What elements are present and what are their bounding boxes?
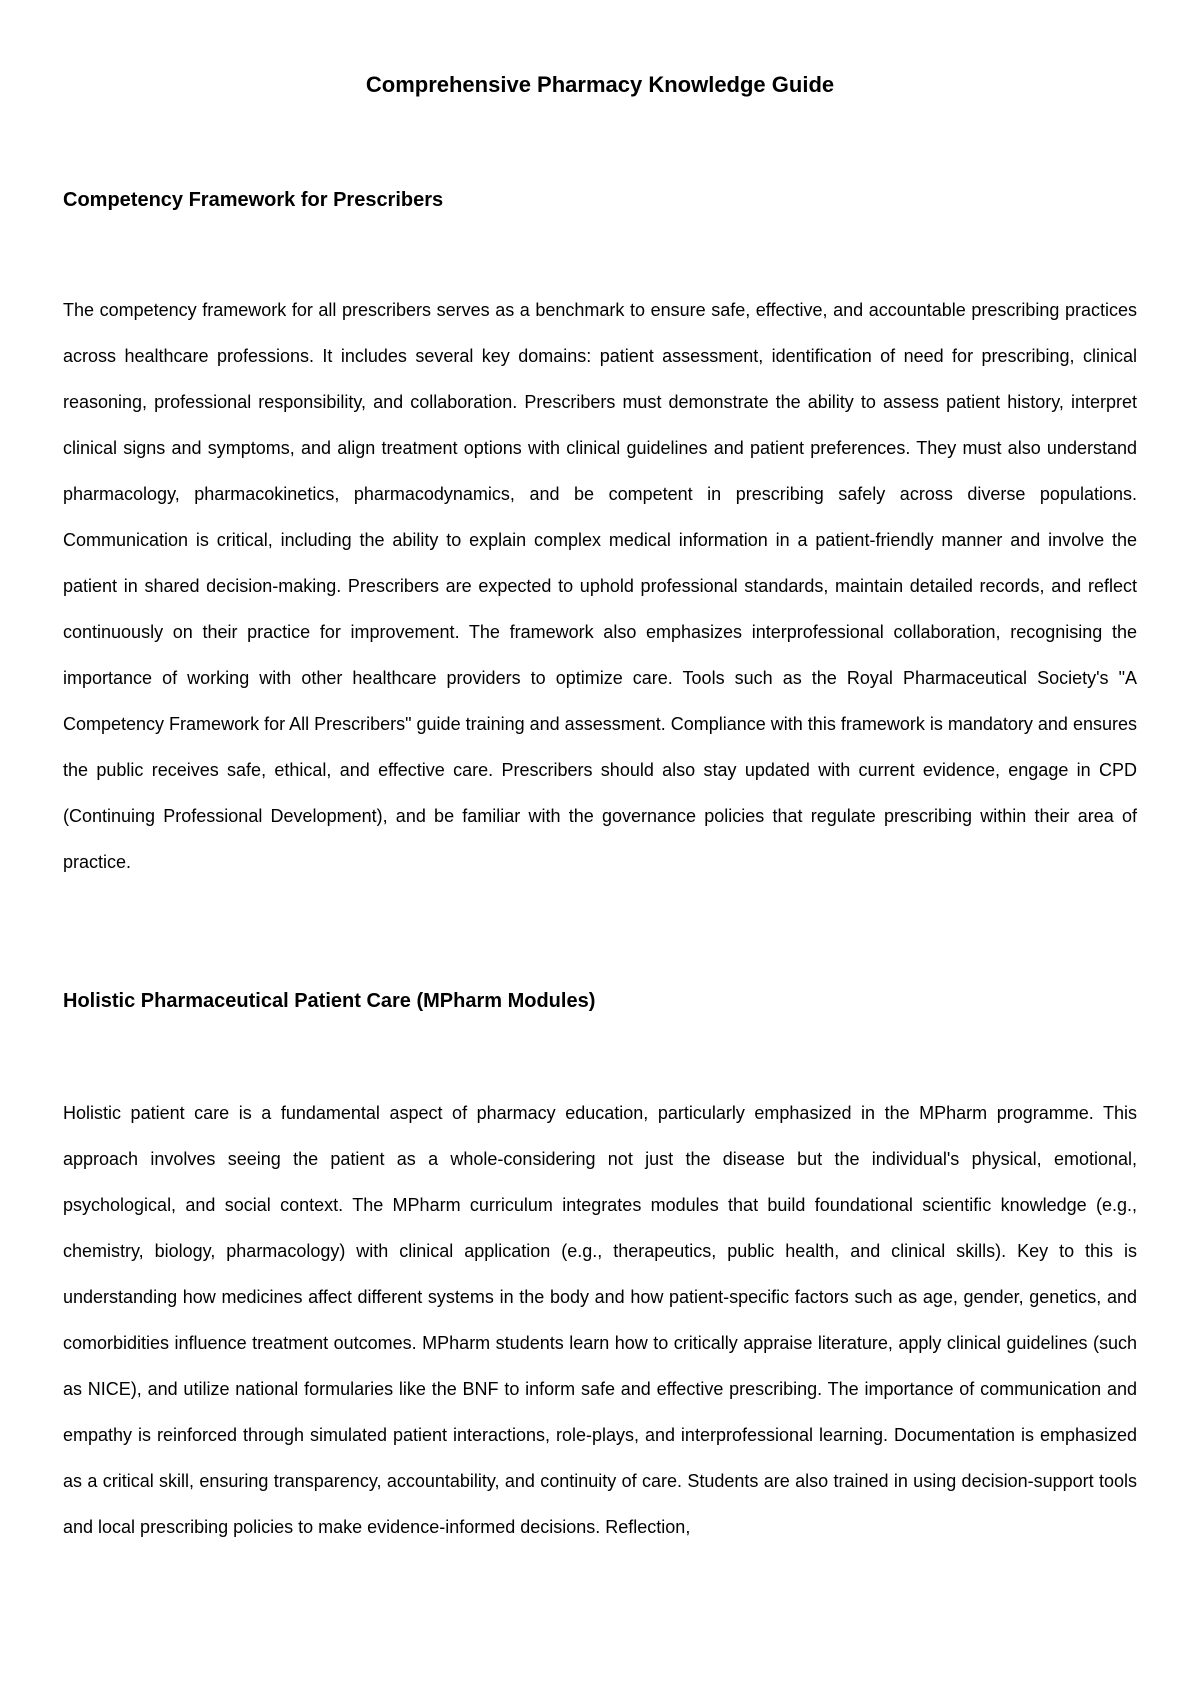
section-heading-holistic-care: Holistic Pharmaceutical Patient Care (MPharm Modules): [63, 990, 596, 1012]
section-heading-competency-framework: Competency Framework for Prescribers: [63, 189, 444, 211]
section-body-competency-framework: The competency framework for all prescribers serves as a benchmark to ensure safe, effective, and accountable prescribing practices across healthcare professions. It includes several key domains: patient assessment, identification of need for prescribing, clinical reasoning, professional responsibility, and collaboration. Prescribers must demonstrate the ability to assess patient history, interpret clinical signs and symptoms, and align treatment options with clinical guidelines and patient preferences. They must also understand pharmacology, pharmacokinetics, pharmacodynamics, and be competent in prescribing safely across diverse populations. Communication is critical, including the ability to explain complex medical information in a patient-friendly manner and involve the patient in shared decision-making. Prescribers are expected to uphold professional standards, maintain detailed records, and reflect continuously on their practice for improvement. The framework also emphasizes interprofessional collaboration, recognising the importance of working with other healthcare providers to optimize care. Tools such as the Royal Pharmaceutical Society's "A Competency Framework for All Prescribers" guide training and assessment. Compliance with this framework is mandatory and ensures the public receives safe, ethical, and effective care. Prescribers should also stay updated with current evidence, engage in CPD (Continuing Professional Development), and be familiar with the governance policies that regulate prescribing within their area of practice.: [63, 300, 1137, 872]
section-body-holistic-care: Holistic patient care is a fundamental aspect of pharmacy education, particularly emphasized in the MPharm programme. This approach involves seeing the patient as a whole-considering not just the disease but the individual's physical, emotional, psychological, and social context. The MPharm curriculum integrates modules that build foundational scientific knowledge (e.g., chemistry, biology, pharmacology) with clinical application (e.g., therapeutics, public health, and clinical skills). Key to this is understanding how medicines affect different systems in the body and how patient-specific factors such as age, gender, genetics, and comorbidities influence treatment outcomes. MPharm students learn how to critically appraise literature, apply clinical guidelines (such as NICE), and utilize national formularies like the BNF to inform safe and effective prescribing. The importance of communication and empathy is reinforced through simulated patient interactions, role-plays, and interprofessional learning. Documentation is emphasized as a critical skill, ensuring transparency, accountability, and continuity of care. Students are also trained in using decision-support tools and local prescribing policies to make evidence-informed decisions. Reflection,: [63, 1103, 1137, 1537]
document-title: Comprehensive Pharmacy Knowledge Guide: [365, 72, 835, 97]
